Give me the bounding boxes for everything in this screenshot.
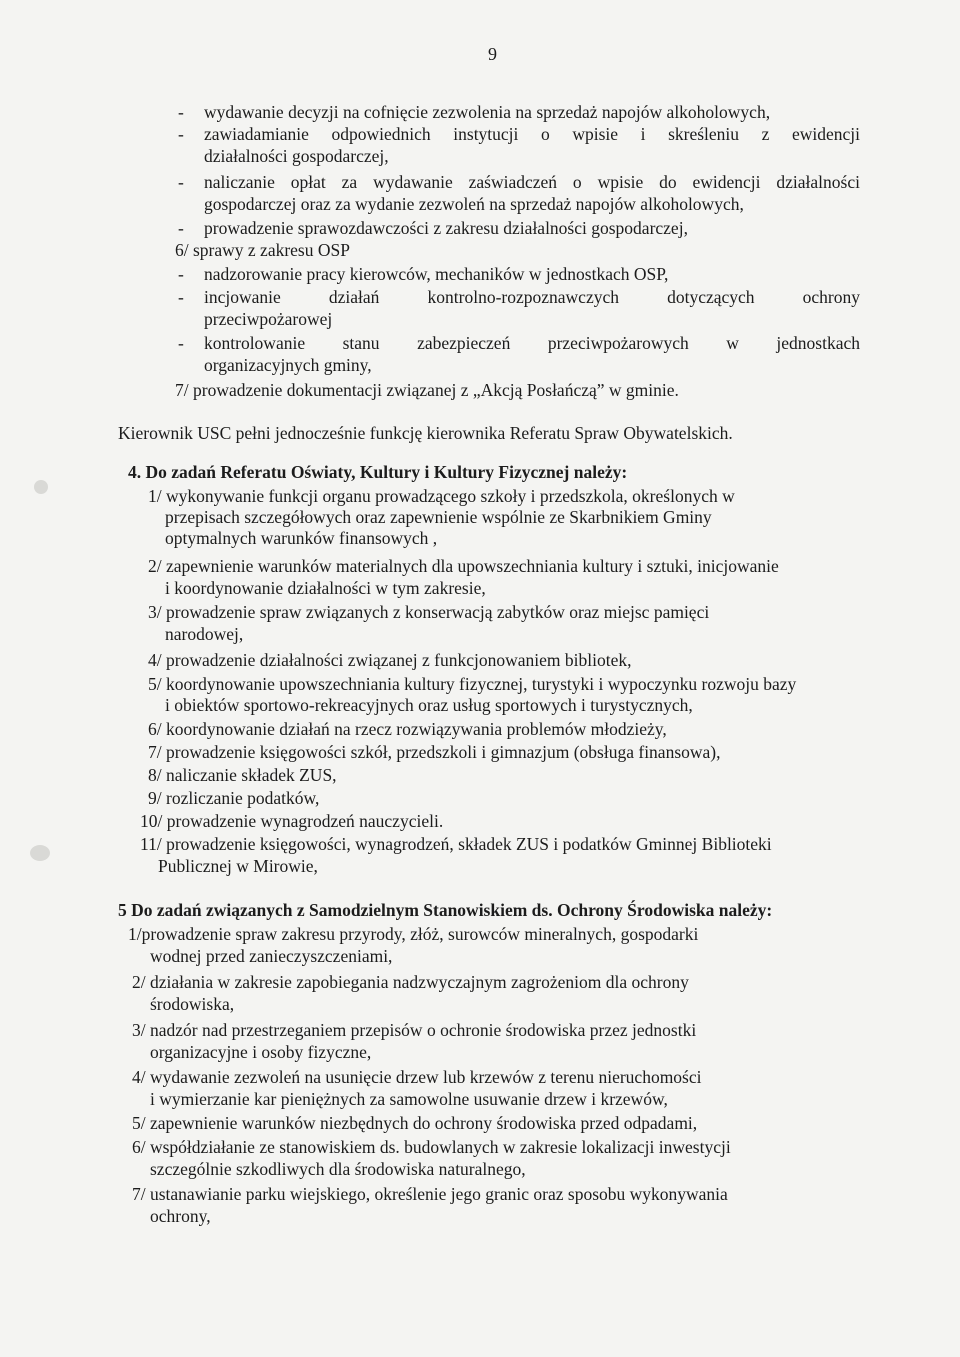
list-item: 3/ prowadzenie spraw związanych z konserwacją zabytków oraz miejsc pamięci <box>148 602 710 622</box>
list-item: 4/ wydawanie zezwoleń na usunięcie drzew lub krzewów z terenu nieruchomości <box>132 1067 702 1087</box>
group-heading: 6/ sprawy z zakresu OSP <box>175 240 350 260</box>
list-item: 9/ rozliczanie podatków, <box>148 788 320 808</box>
list-item: 6/ współdziałanie ze stanowiskiem ds. budowlanych w zakresie lokalizacji inwestycji <box>132 1137 731 1157</box>
usc-note: Kierownik USC pełni jednocześnie funkcję kierownika Referatu Spraw Obywatelskich. <box>118 423 733 443</box>
list-item: 5/ zapewnienie warunków niezbędnych do ochrony środowiska przed odpadami, <box>132 1113 698 1133</box>
list-item: prowadzenie sprawozdawczości z zakresu działalności gospodarczej, <box>204 218 688 238</box>
list-bullet: - <box>178 124 184 144</box>
list-item-continuation: Publicznej w Mirowie, <box>158 856 318 876</box>
list-bullet: - <box>178 102 184 122</box>
list-bullet: - <box>178 287 184 307</box>
list-item: 6/ koordynowanie działań na rzecz rozwiązywania problemów młodzieży, <box>148 719 667 739</box>
list-item: 5/ koordynowanie upowszechniania kultury fizycznej, turystyki i wypoczynku rozwoju bazy <box>148 674 797 694</box>
list-item-continuation: przepisach szczegółowych oraz zapewnienie wspólnie ze Skarbnikiem Gminy <box>165 507 712 527</box>
scan-mark <box>30 845 50 861</box>
list-item: wydawanie decyzji na cofnięcie zezwolenia na sprzedaż napojów alkoholowych, <box>204 102 771 122</box>
list-item: 3/ nadzór nad przestrzeganiem przepisów o ochronie środowiska przez jednostki <box>132 1020 697 1040</box>
list-item-continuation: szczególnie szkodliwych dla środowiska naturalnego, <box>150 1159 526 1179</box>
list-item: 2/ działania w zakresie zapobiegania nadzwyczajnym zagrożeniom dla ochrony <box>132 972 689 992</box>
list-item: 7/ ustanawianie parku wiejskiego, określenie jego granic oraz sposobu wykonywania <box>132 1184 728 1204</box>
section-5-heading: 5 Do zadań związanych z Samodzielnym Stanowiskiem ds. Ochrony Środowiska należy: <box>118 900 773 920</box>
list-item-continuation: wodnej przed zanieczyszczeniami, <box>150 946 393 966</box>
list-item: kontrolowanie stanu zabezpieczeń przeciwpożarowych w jednostkach <box>204 333 860 353</box>
list-item: 4/ prowadzenie działalności związanej z funkcjonowaniem bibliotek, <box>148 650 632 670</box>
list-item: 11/ prowadzenie księgowości, wynagrodzeń, składek ZUS i podatków Gminnej Biblioteki <box>140 834 772 854</box>
list-item-continuation: działalności gospodarczej, <box>204 146 389 166</box>
list-item-continuation: organizacyjne i osoby fizyczne, <box>150 1042 372 1062</box>
list-bullet: - <box>178 218 184 238</box>
list-item: 2/ zapewnienie warunków materialnych dla upowszechniania kultury i sztuki, inicjowanie <box>148 556 779 576</box>
page-number: 9 <box>488 44 497 64</box>
list-item: 7/ prowadzenie księgowości szkół, przedszkoli i gimnazjum (obsługa finansowa), <box>148 742 721 762</box>
list-item: incjowanie działań kontrolno-rozpoznawczych dotyczących ochrony <box>204 287 860 307</box>
list-bullet: - <box>178 172 184 192</box>
group-item: 7/ prowadzenie dokumentacji związanej z „Akcją Posłańczą” w gminie. <box>175 380 679 400</box>
list-item-continuation: przeciwpożarowej <box>204 309 333 329</box>
list-item-continuation: narodowej, <box>165 624 244 644</box>
list-item: 1/prowadzenie spraw zakresu przyrody, złóż, surowców mineralnych, gospodarki <box>128 924 699 944</box>
list-bullet: - <box>178 264 184 284</box>
section-4-heading <box>128 462 627 482</box>
list-item: 10/ prowadzenie wynagrodzeń nauczycieli. <box>140 811 444 831</box>
list-item-continuation: ochrony, <box>150 1206 211 1226</box>
section-4-title: Do zadań Referatu Oświaty, Kultury i Kultury Fizycznej należy: <box>145 462 628 482</box>
list-item-continuation: i koordynowanie działalności w tym zakresie, <box>165 578 486 598</box>
list-item-continuation: i wymierzanie kar pieniężnych za samowolne usuwanie drzew i krzewów, <box>150 1089 668 1109</box>
list-item: 1/ wykonywanie funkcji organu prowadzącego szkoły i przedszkola, określonych w <box>148 486 735 506</box>
list-item: 8/ naliczanie składek ZUS, <box>148 765 337 785</box>
section-4-number: 4. <box>128 462 142 482</box>
list-item-continuation: środowiska, <box>150 994 235 1014</box>
list-item: naliczanie opłat za wydawanie zaświadczeń o wpisie do ewidencji działalności <box>204 172 860 192</box>
list-item-continuation: optymalnych warunków finansowych , <box>165 528 438 548</box>
list-item: zawiadamianie odpowiednich instytucji o wpisie i skreśleniu z ewidencji <box>204 124 860 144</box>
list-bullet: - <box>178 333 184 353</box>
list-item-continuation: i obiektów sportowo-rekreacyjnych oraz usług sportowych i turystycznych, <box>165 695 693 715</box>
list-item-continuation: gospodarczej oraz za wydanie zezwoleń na sprzedaż napojów alkoholowych, <box>204 194 744 214</box>
list-item: nadzorowanie pracy kierowców, mechaników w jednostkach OSP, <box>204 264 669 284</box>
list-item-continuation: organizacyjnych gminy, <box>204 355 372 375</box>
scan-mark <box>34 480 48 494</box>
